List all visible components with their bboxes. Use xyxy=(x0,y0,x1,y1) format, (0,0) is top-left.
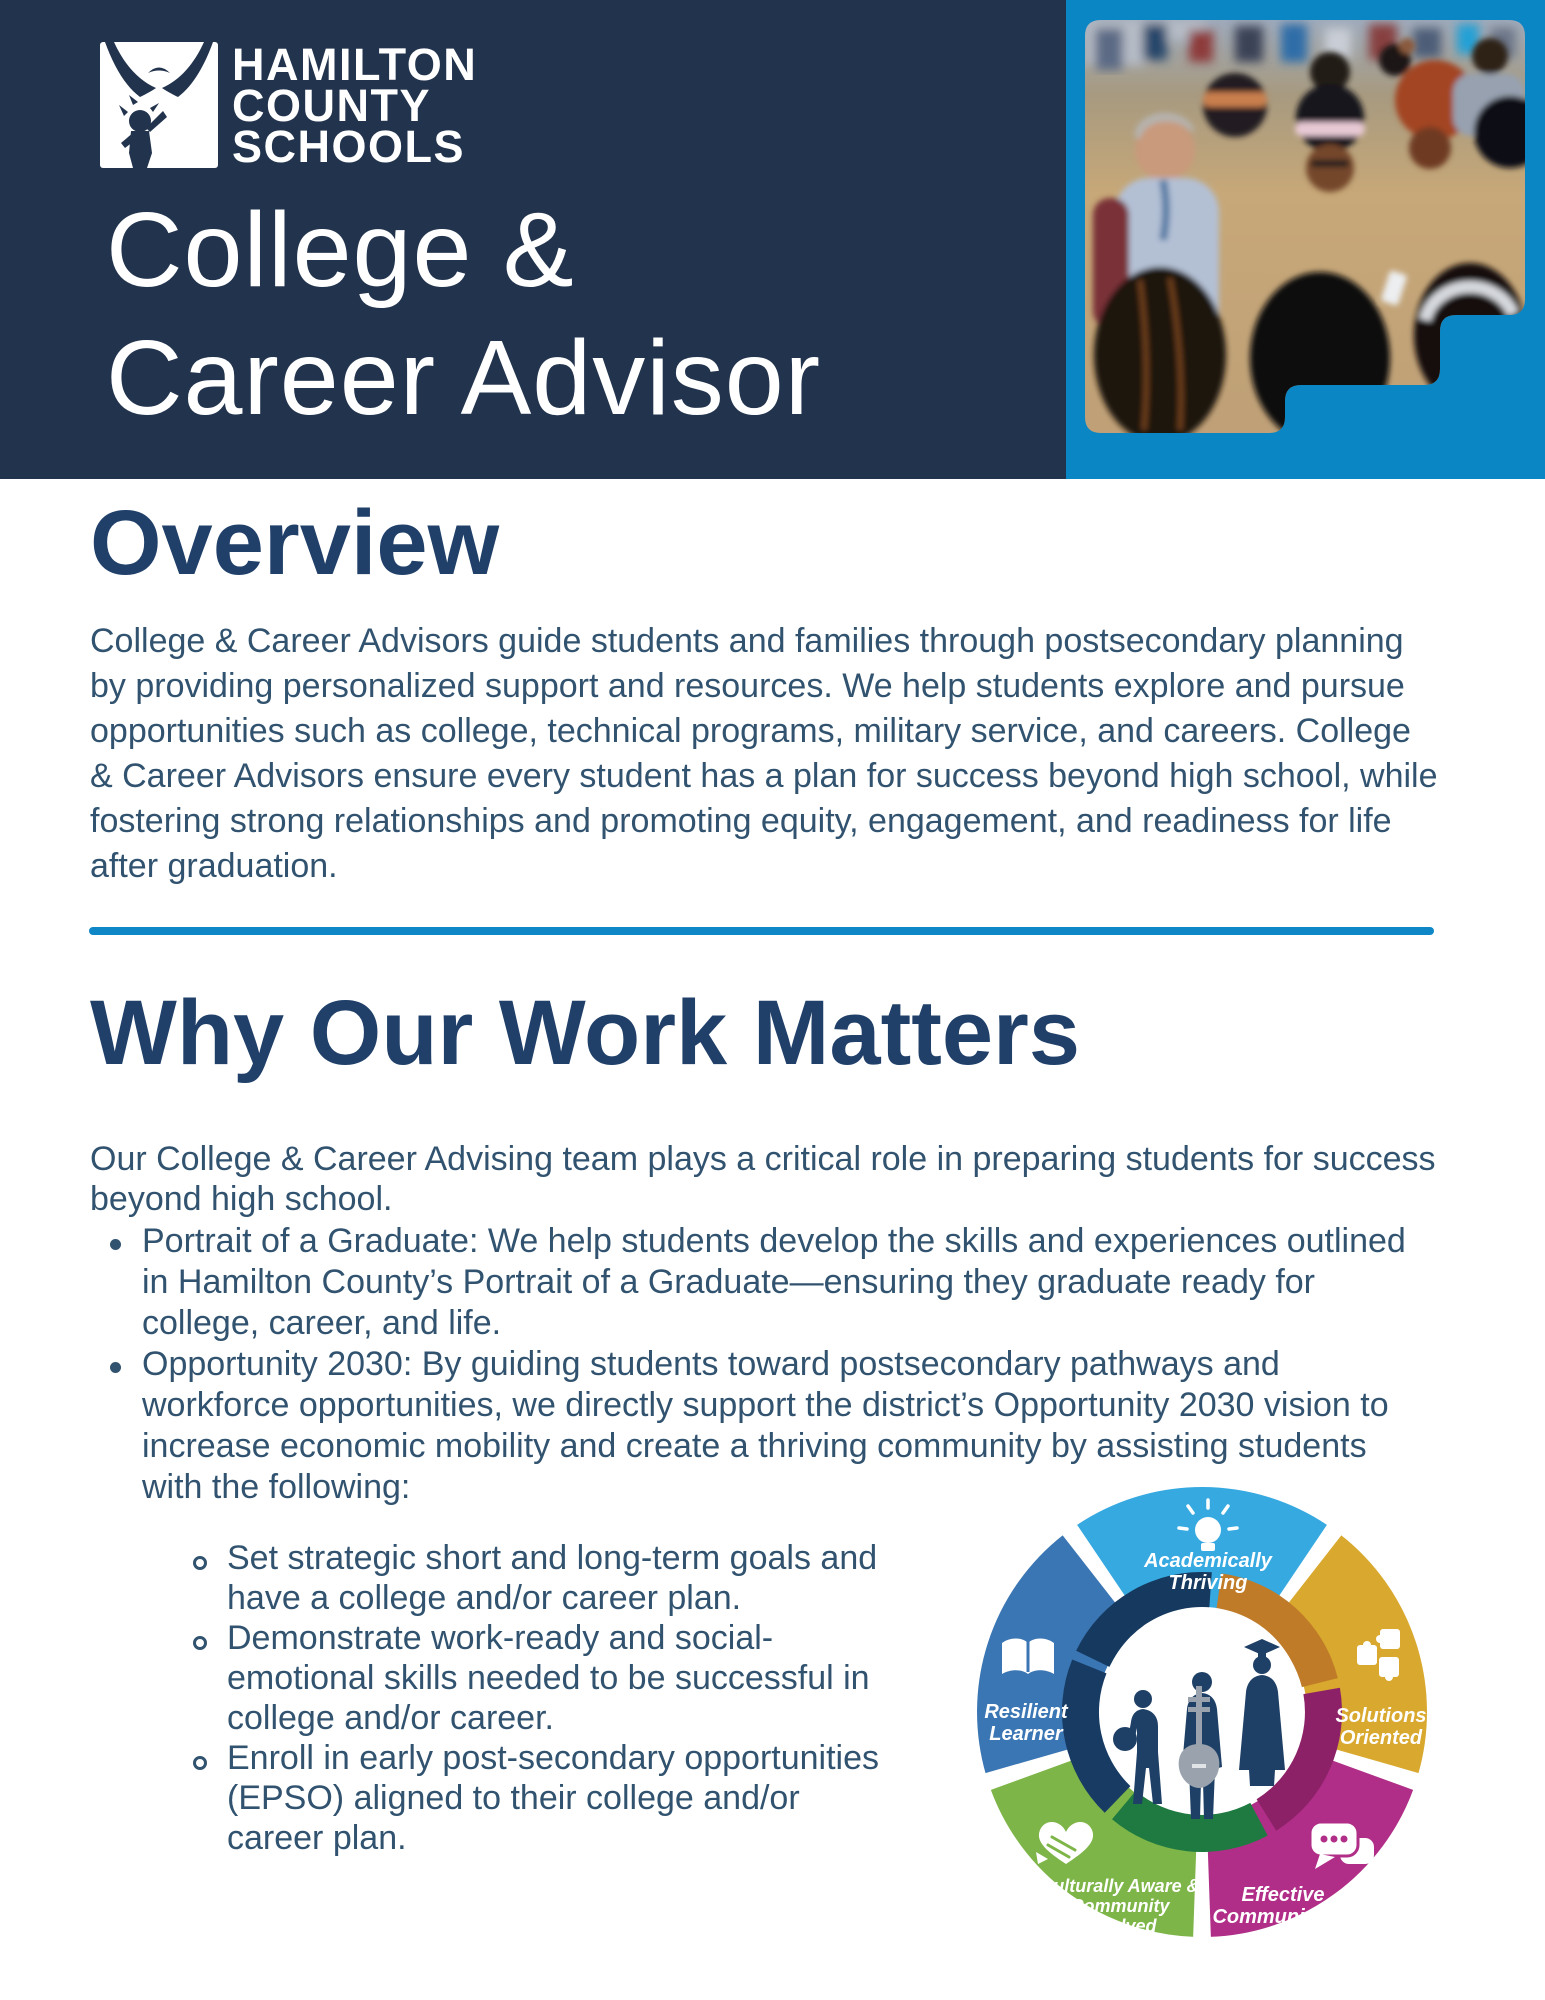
paragraph-line: fostering strong relationships and promoting equity, engagement, and readiness for life xyxy=(90,802,1392,840)
list-item-line: in Hamilton County’s Portrait of a Graduate—ensuring they graduate ready for xyxy=(142,1263,1315,1301)
paragraph-line: & Career Advisors ensure every student has a plan for success beyond high school, while xyxy=(90,757,1438,795)
list-item-line: Portrait of a Graduate: We help students develop the skills and experiences outlined xyxy=(142,1222,1406,1260)
district-logo-wordmark xyxy=(232,39,478,172)
overview-paragraph xyxy=(90,619,1438,889)
open-book-icon xyxy=(1002,1639,1054,1675)
list-item-line: (EPSO) aligned to their college and/or xyxy=(227,1779,800,1817)
label-line: Oriented xyxy=(1339,1727,1423,1749)
label-line: Solutions xyxy=(1335,1705,1427,1727)
sub-bullet-marker xyxy=(193,1756,207,1770)
bullet-marker xyxy=(110,1239,121,1250)
logo-line: COUNTY xyxy=(232,80,431,131)
logo-line: HAMILTON xyxy=(232,39,478,90)
label-line: Learner xyxy=(989,1723,1063,1745)
label-effective-communicator xyxy=(1212,1884,1353,1928)
bullet-marker xyxy=(110,1362,121,1373)
why-our-work-matters-heading: Why Our Work Matters xyxy=(90,982,1080,1084)
label-line: Academically xyxy=(1144,1550,1272,1572)
list-item-line: college, career, and life. xyxy=(142,1304,502,1342)
paragraph-line: opportunities such as college, technical programs, military service, and careers. College xyxy=(90,712,1411,750)
page-title xyxy=(106,186,821,442)
sub-bullet-marker xyxy=(193,1556,207,1570)
sub-bullet-marker xyxy=(193,1636,207,1650)
label-line: Effective xyxy=(1241,1884,1325,1906)
label-line: Communicator xyxy=(1212,1906,1354,1928)
overview-heading: Overview xyxy=(90,492,500,594)
label-resilient-learner xyxy=(984,1701,1067,1745)
list-item-line: Set strategic short and long-term goals and xyxy=(227,1539,878,1577)
label-line: Resilient xyxy=(984,1701,1068,1723)
label-solutions-oriented xyxy=(1335,1705,1426,1749)
list-item-line: with the following: xyxy=(142,1468,411,1506)
page-title-line: College & xyxy=(106,191,575,309)
label-academically-thriving xyxy=(1144,1550,1272,1594)
label-line: Community xyxy=(1070,1896,1170,1916)
label-line: Culturally Aware & xyxy=(1040,1876,1200,1896)
section-divider xyxy=(89,927,1434,935)
list-item-line: emotional skills needed to be successful in xyxy=(227,1659,870,1697)
label-culturally-aware xyxy=(1040,1876,1199,1936)
logo-line: SCHOOLS xyxy=(232,121,466,172)
page-title-line: Career Advisor xyxy=(106,319,822,437)
label-line: Thriving xyxy=(1168,1572,1248,1594)
district-logo-icon xyxy=(100,42,218,168)
list-item-line: have a college and/or career plan. xyxy=(227,1579,742,1617)
list-item-line: college and/or career. xyxy=(227,1699,554,1737)
list-item-line: workforce opportunities, we directly support the district’s Opportunity 2030 vision to xyxy=(142,1386,1389,1424)
paragraph-line: after graduation. xyxy=(90,847,338,885)
paragraph-line: Our College & Career Advising team plays a critical role in preparing students for success xyxy=(90,1140,1436,1178)
list-item-line: Opportunity 2030: By guiding students toward postsecondary pathways and xyxy=(142,1345,1280,1383)
paragraph-line: beyond high school. xyxy=(90,1180,393,1218)
students-advisor-photo xyxy=(1085,20,1525,433)
label-line: Involved xyxy=(1083,1916,1157,1936)
list-item-line: Demonstrate work-ready and social- xyxy=(227,1619,774,1657)
why-intro-paragraph xyxy=(90,1139,1436,1219)
paragraph-line: by providing personalized support and resources. We help students explore and pursue xyxy=(90,667,1405,705)
paragraph-line: College & Career Advisors guide students and families through postsecondary planning xyxy=(90,622,1404,660)
list-item-line: career plan. xyxy=(227,1819,407,1857)
list-item-line: Enroll in early post-secondary opportunities xyxy=(227,1739,880,1777)
why-bullet-list xyxy=(142,1221,1406,1508)
list-item-line: increase economic mobility and create a thriving community by assisting students xyxy=(142,1427,1367,1465)
why-sub-bullet-list xyxy=(227,1538,879,1858)
